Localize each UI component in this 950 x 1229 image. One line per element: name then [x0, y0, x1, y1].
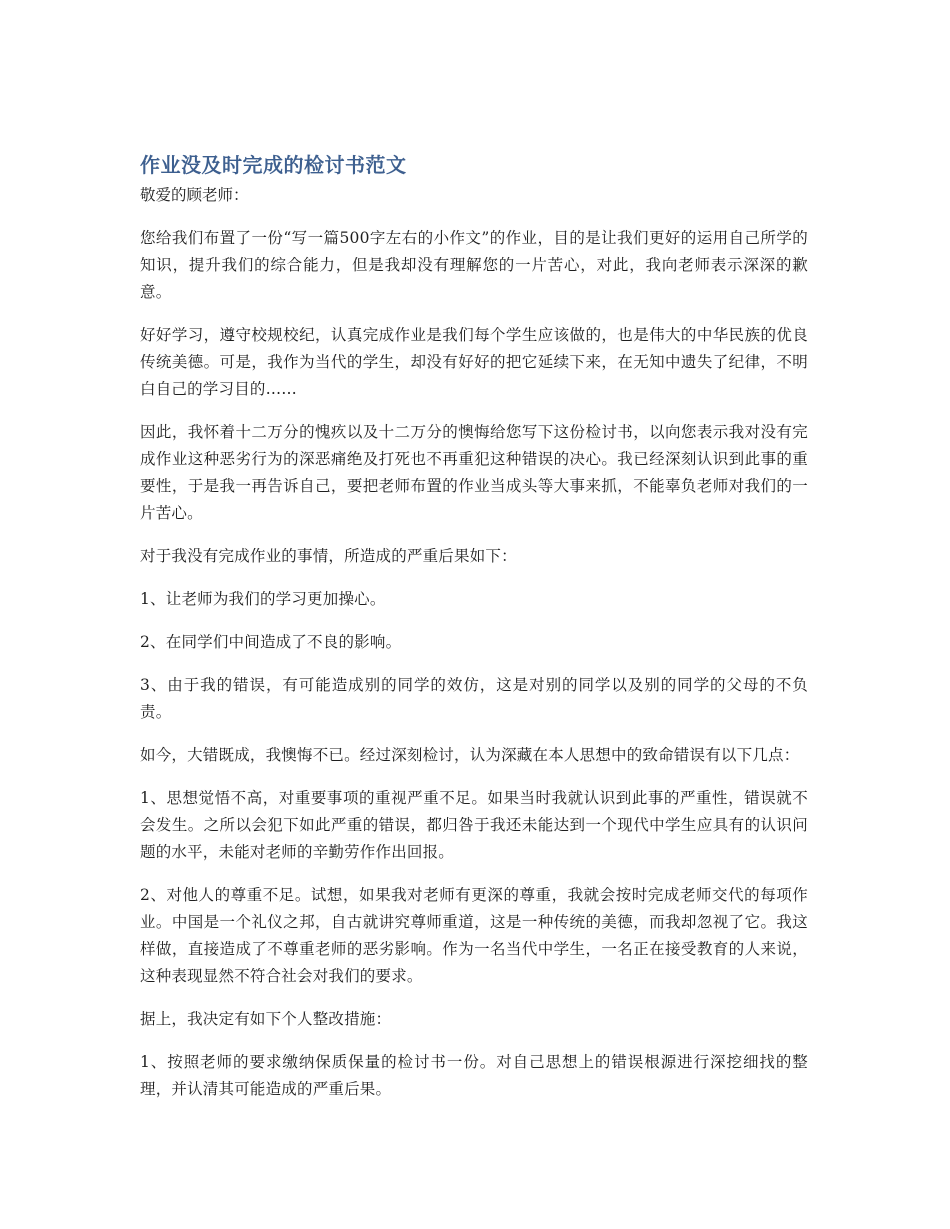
document-title: 作业没及时完成的检讨书范文	[140, 153, 407, 177]
greeting-line: 敬爱的顾老师：	[140, 186, 249, 204]
paragraph-errors-intro: 如今，大错既成，我懊悔不已。经过深刻检讨，认为深藏在本人思想中的致命错误有以下几点：	[140, 746, 800, 764]
error-item-2: 2、对他人的尊重不足。试想，如果我对老师有更深的尊重，我就会按时完成老师交代的每项作业。中国是一个礼仪之邦，自古就讲究尊师重道，这是一种传统的美德，而我却忽视了它。我这样做，直接造成了不尊重老师的恶劣影响。作为一名当代中学生，一名正在接受教育的人来说，这种表现显然不符合社会对我们的要求。	[140, 886, 808, 985]
consequence-item-3: 3、由于我的错误，有可能造成别的同学的效仿，这是对别的同学以及别的同学的父母的不负责。	[140, 676, 808, 721]
paragraph-consequences-intro: 对于我没有完成作业的事情，所造成的严重后果如下：	[140, 547, 517, 565]
document-page	[140, 150, 808, 1119]
measure-item-1: 1、按照老师的要求缴纳保质保量的检讨书一份。对自己思想上的错误根源进行深挖细找的整理，并认清其可能造成的严重后果。	[140, 1053, 808, 1098]
consequence-item-2: 2、在同学们中间造成了不良的影响。	[140, 633, 402, 651]
paragraph-measures-intro: 据上，我决定有如下个人整改措施：	[140, 1010, 392, 1028]
paragraph-remorse: 因此，我怀着十二万分的愧疚以及十二万分的懊悔给您写下这份检讨书，以向您表示我对没有完成作业这种恶劣行为的深恶痛绝及打死也不再重犯这种错误的决心。我已经深刻认识到此事的重要性，于是我一再告诉自己，要把老师布置的作业当成头等大事来抓，不能辜负老师对我们的一片苦心。	[140, 423, 808, 522]
paragraph-intro: 您给我们布置了一份“写一篇500字左右的小作文”的作业，目的是让我们更好的运用自己所学的知识，提升我们的综合能力，但是我却没有理解您的一片苦心，对此，我向老师表示深深的歉意。	[140, 229, 808, 301]
error-item-1: 1、思想觉悟不高，对重要事项的重视严重不足。如果当时我就认识到此事的严重性，错误就不会发生。之所以会犯下如此严重的错误，都归咎于我还未能达到一个现代中学生应具有的认识问题的水平，未能对老师的辛勤劳作作出回报。	[140, 789, 808, 861]
consequence-item-1: 1、让老师为我们的学习更加操心。	[140, 590, 386, 608]
paragraph-duty: 好好学习，遵守校规校纪，认真完成作业是我们每个学生应该做的，也是伟大的中华民族的优良传统美德。可是，我作为当代的学生，却没有好好的把它延续下来，在无知中遗失了纪律，不明白自己的学习目的……	[140, 326, 808, 398]
